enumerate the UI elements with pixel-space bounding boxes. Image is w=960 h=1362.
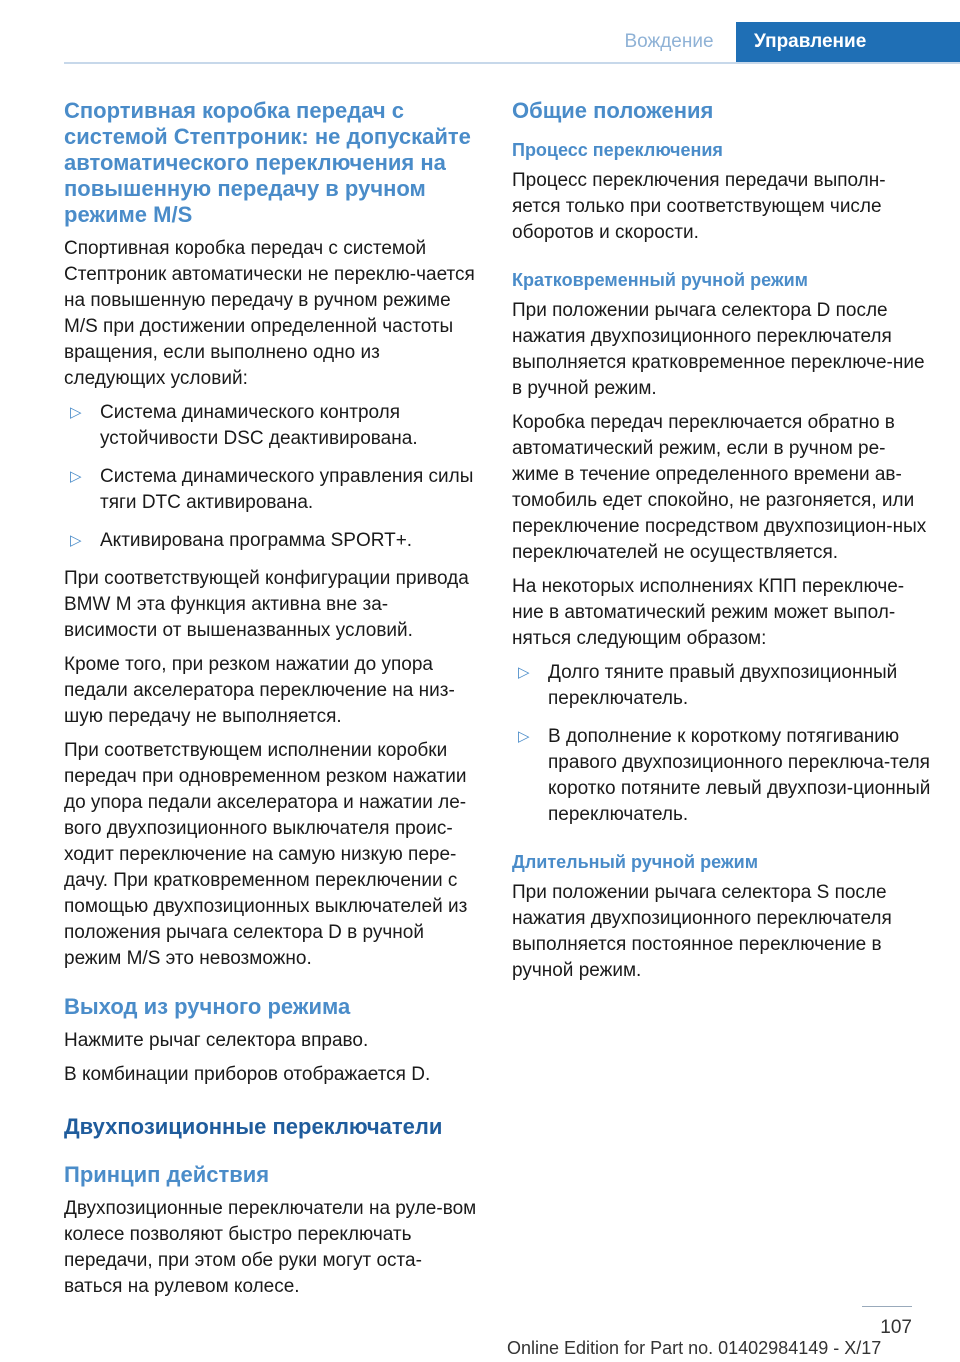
paragraph: Двухпозиционные переключатели на руле-вом колесе позволяют быстро переключать передачи, при этом обе руки могут оста-ваться на рулевом колесе. [64, 1198, 477, 1297]
heading-long-manual: Длительный ручной режим [512, 852, 759, 872]
paragraph: При соответствующей конфигурации привода BMW M эта функция активна вне за-висимости от вышеназванных условий. [64, 568, 469, 641]
header-divider [64, 62, 960, 64]
heading-short-manual: Кратковременный ручной режим [512, 270, 808, 290]
list-item [64, 464, 480, 516]
paragraph: Коробка передач переключается обратно в автоматический режим, если в ручном ре-жиме в течение определенного времени ав-томобиль едет спокойно, не разгоняется, или переключение посредством двухпозицион-ных переключателей не осуществляется. [512, 412, 927, 563]
footer-divider [862, 1306, 912, 1307]
page-number: 107 [880, 1317, 912, 1338]
heading-sport-gearbox: Спортивная коробка передач с системой Стептроник: не допускайте автоматического переключения на повышенную передачу в ручном режиме M/S [64, 98, 471, 227]
heading-shift-process: Процесс переключения [512, 140, 723, 160]
shift-list [512, 660, 932, 828]
paragraph: Нажмите рычаг селектора вправо. [64, 1030, 369, 1051]
page-header [0, 22, 960, 62]
tab-driving[interactable]: Вождение [624, 31, 714, 52]
condition-list [64, 400, 480, 554]
triangle-bullet-icon: ▷ [70, 404, 82, 421]
paragraph: При соответствующем исполнении коробки передач при одновременном резком нажатии до упора педали акселератора и нажатии ле-вого двухпозиционного выключателя проис-ходит переключение на самую низкую пере-дачу. При кратковременном переключении с помощью двухпозиционных выключателей из положения рычага селектора D в ручной режим M/S это невозможно. [64, 740, 468, 969]
heading-principle: Принцип действия [64, 1162, 270, 1187]
paragraph: Кроме того, при резком нажатии до упора педали акселератора переключение на низ-шую передачу не выполняется. [64, 654, 455, 727]
heading-general: Общие положения [512, 98, 714, 123]
list-item-text: Система динамического управления силы тяги DTC активирована. [100, 466, 474, 513]
tab-controls[interactable]: Управление [736, 22, 960, 62]
paragraph: Процесс переключения передачи выполн-яется только при соответствующем числе оборотов и скорости. [512, 170, 886, 243]
triangle-bullet-icon: ▷ [70, 468, 82, 485]
list-item-text: Долго тяните правый двухпозиционный переключатель. [548, 662, 898, 709]
left-column [64, 98, 480, 1308]
heading-paddle-shifters: Двухпозиционные переключатели [64, 1114, 443, 1139]
paragraph: При положении рычага селектора D после нажатия двухпозиционного переключателя выполняется кратковременное переключе-ние в ручной режим. [512, 300, 925, 399]
list-item [512, 724, 932, 828]
paragraph: На некоторых исполнениях КПП переключе-ние в автоматический режим может выпол-няться следующим образом: [512, 576, 905, 649]
triangle-bullet-icon: ▷ [518, 728, 530, 745]
list-item [512, 660, 932, 712]
triangle-bullet-icon: ▷ [518, 664, 530, 681]
paragraph: При положении рычага селектора S после нажатия двухпозиционного переключателя выполняется постоянное переключение в ручной режим. [512, 882, 892, 981]
list-item-text: Система динамического контроля устойчивости DSC деактивирована. [100, 402, 418, 449]
right-column [512, 98, 932, 992]
edition-text: Online Edition for Part no. 01402984149 - X/17 [507, 1338, 882, 1358]
list-item [64, 400, 480, 452]
triangle-bullet-icon: ▷ [70, 532, 82, 549]
paragraph: Спортивная коробка передач с системой Стептроник автоматически не переклю-чается на повышенную передачу в ручном режиме M/S при достижении определенной частоты вращения, если выполнено одно из следующих условий: [64, 238, 475, 389]
heading-exit-manual: Выход из ручного режима [64, 994, 351, 1019]
list-item-text: Активирована программа SPORT+. [100, 530, 413, 551]
list-item-text: В дополнение к короткому потягиванию правого двухпозиционного переключа-теля коротко потяните левый двухпози-ционный переключатель. [548, 726, 931, 825]
paragraph: В комбинации приборов отображается D. [64, 1064, 431, 1085]
list-item [64, 528, 480, 554]
